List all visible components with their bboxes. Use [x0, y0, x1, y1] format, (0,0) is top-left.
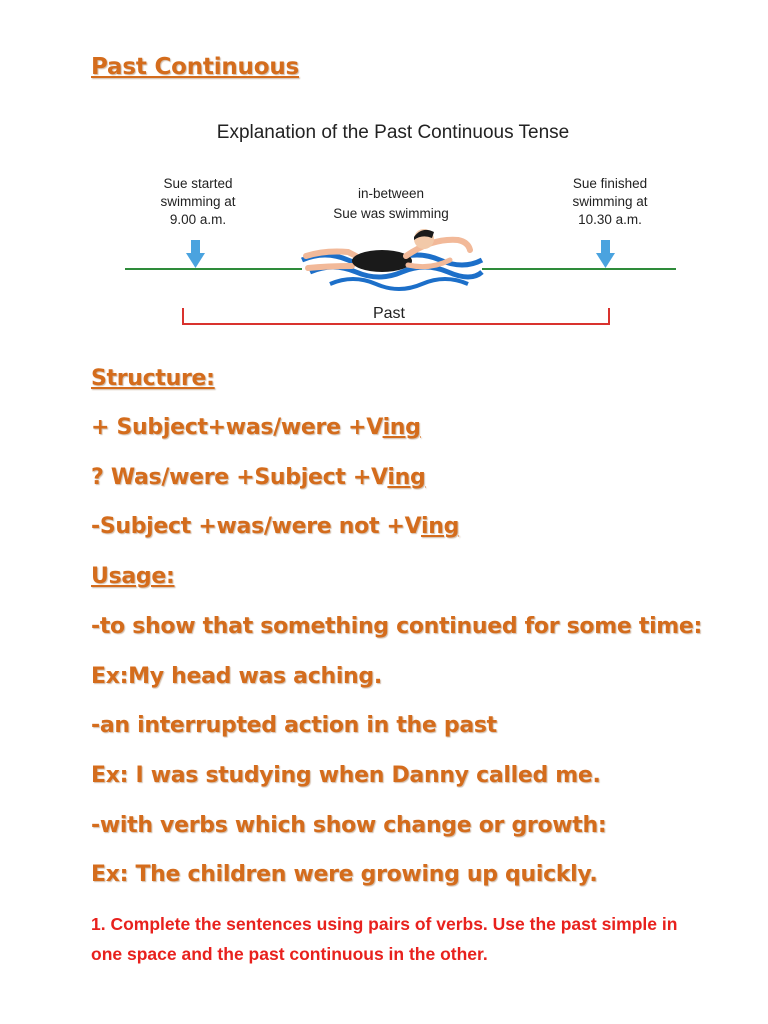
usage-item: -to show that something continued for some time: [91, 614, 703, 639]
middle-label-line2: Sue was swimming [333, 206, 449, 221]
usage-heading: Usage: [91, 564, 175, 589]
start-label-line3: 9.00 a.m. [169, 212, 227, 227]
structure-positive-text: + Subject+was/were +V [91, 415, 383, 440]
diagram-heading: Explanation of the Past Continuous Tense [216, 122, 570, 143]
end-arrow-icon [596, 240, 615, 268]
end-label-line3: 10.30 a.m. [578, 212, 642, 227]
structure-positive-ing: ing [382, 415, 421, 440]
start-arrow-icon [186, 240, 205, 268]
swimmer-icon [302, 229, 482, 289]
structure-negative-text: -Subject +was/were not +V [91, 514, 421, 539]
usage-item: -an interrupted action in the past [91, 713, 497, 738]
exercise-instruction: 1. Complete the sentences using pairs of verbs. Use the past simple in one space and the past continuous in the other. [91, 914, 678, 964]
past-range-label: Past [372, 305, 406, 322]
start-label-line2: swimming at [160, 194, 236, 209]
structure-negative-ing: ing [421, 514, 460, 539]
start-label-line1: Sue started [163, 176, 233, 191]
structure-question [91, 465, 425, 490]
usage-example: Ex: I was studying when Danny called me. [91, 763, 601, 788]
past-continuous-diagram [120, 110, 690, 340]
structure-heading: Structure: [91, 366, 215, 391]
usage-example: Ex:My head was aching. [91, 664, 382, 689]
structure-negative [91, 514, 459, 539]
end-label-line1: Sue finished [572, 176, 648, 191]
structure-question-ing: ing [387, 465, 426, 490]
usage-example: Ex: The children were growing up quickly. [91, 862, 598, 887]
usage-item: -with verbs which show change or growth: [91, 813, 607, 838]
end-label-line2: swimming at [572, 194, 648, 209]
structure-positive [91, 415, 421, 440]
middle-label-line1: in-between [357, 186, 425, 201]
structure-question-text: ? Was/were +Subject +V [91, 465, 388, 490]
page-title: Past Continuous [91, 54, 299, 80]
